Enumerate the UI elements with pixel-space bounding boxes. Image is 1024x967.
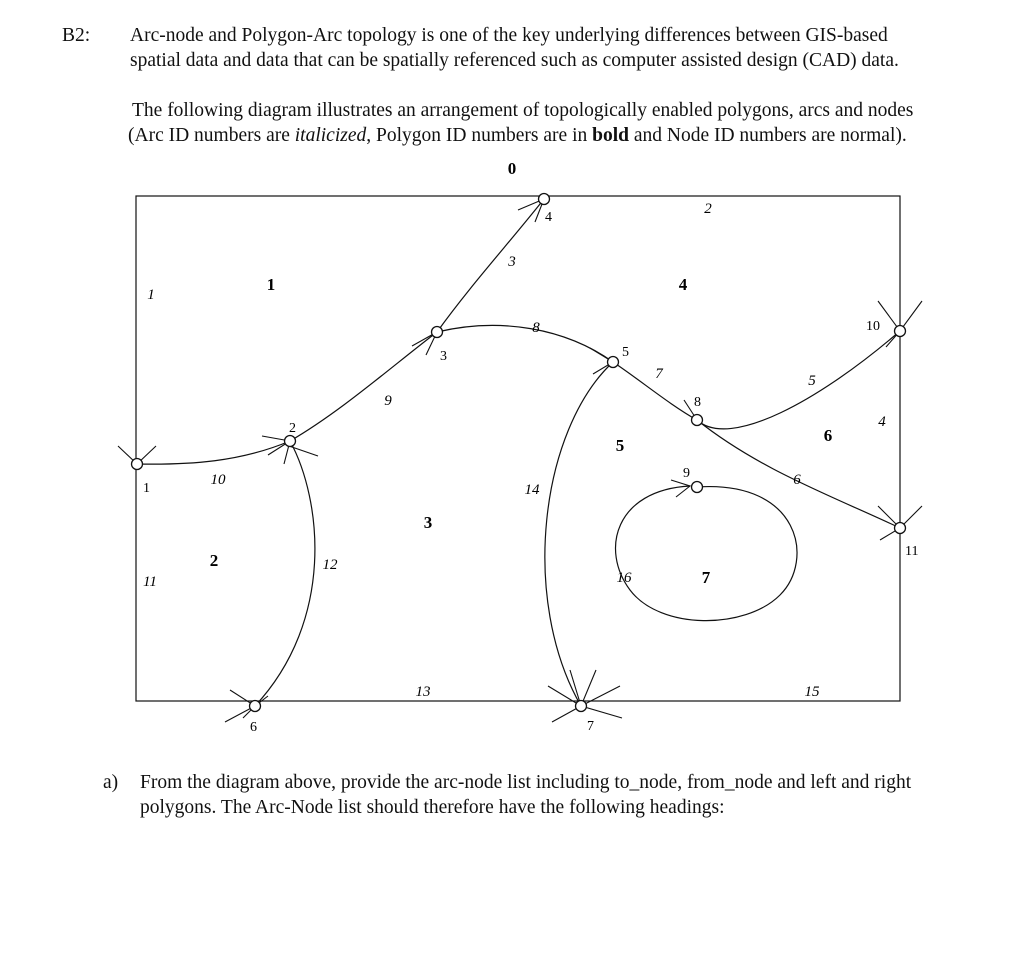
node-2-label: 2 [289, 421, 296, 436]
intro-line-1: Arc-node and Polygon-Arc topology is one of the key underlying differences between GIS-based [130, 25, 888, 46]
arc-12-label: 12 [322, 557, 338, 573]
arc-8 [437, 325, 613, 362]
part-a-line-2: polygons. The Arc-Node list should therefore have the following headings: [140, 797, 725, 818]
arc-9 [290, 332, 437, 441]
polygon-3-label: 3 [423, 513, 433, 532]
node-9-label: 9 [683, 466, 690, 481]
node-8 [692, 415, 703, 426]
polygon-5-label: 5 [615, 436, 625, 455]
part-a-label: a) [103, 772, 119, 793]
polygon-6-label: 6 [823, 426, 833, 445]
node-9 [692, 482, 703, 493]
node-10-label: 10 [866, 319, 880, 334]
arc-5-label: 5 [808, 373, 816, 389]
node-5-label: 5 [622, 345, 629, 360]
arc-12 [255, 441, 315, 706]
node-1 [132, 459, 143, 470]
arc-13-label: 13 [415, 684, 431, 700]
node-8-label: 8 [694, 395, 701, 410]
arc-6-label: 6 [793, 472, 801, 488]
polygon-4-label: 4 [678, 275, 688, 294]
bold-word: bold [592, 125, 629, 146]
arc-14 [545, 362, 613, 706]
arc-3-label: 3 [508, 254, 516, 270]
description-text: , Polygon ID numbers are in [366, 125, 593, 146]
question-label: B2: [62, 25, 91, 46]
arc-1-label: 1 [147, 287, 155, 303]
node-4-label: 4 [545, 210, 552, 225]
part-a-line-1: From the diagram above, provide the arc-node list including to_node, from_node and left and right [140, 772, 912, 793]
arc-5 [697, 331, 900, 429]
arc-8-label: 8 [532, 320, 540, 336]
arc-3 [437, 199, 544, 332]
polygon-0-label: 0 [507, 159, 517, 178]
topology-diagram [0, 150, 1024, 750]
node-4 [539, 194, 550, 205]
arc-9-label: 9 [384, 393, 392, 409]
arc-16-label: 16 [616, 570, 632, 586]
node-3-label: 3 [440, 349, 447, 364]
node-1-label: 1 [143, 481, 150, 496]
node-6-label: 6 [250, 720, 257, 735]
polygon-1-label: 1 [266, 275, 276, 294]
arc-11-label: 11 [143, 574, 157, 590]
intro-line-2: spatial data and data that can be spatially referenced such as computer assisted design (CAD) data. [130, 50, 899, 71]
arrowheads [118, 199, 922, 722]
node-7 [576, 701, 587, 712]
node-6 [250, 701, 261, 712]
node-11-label: 11 [905, 544, 919, 559]
arc-14-label: 14 [524, 482, 540, 498]
description-line-2 [128, 123, 907, 148]
map-boundary [136, 196, 900, 701]
arc-10 [137, 441, 290, 464]
node-5 [608, 357, 619, 368]
arc-7-label: 7 [655, 366, 663, 382]
arc-10-label: 10 [210, 472, 226, 488]
description-text: (Arc ID numbers are [128, 125, 295, 146]
polygon-2-label: 2 [209, 551, 219, 570]
arc-4-label: 4 [878, 414, 886, 430]
italic-word: italicized [294, 125, 367, 146]
description-line-1: The following diagram illustrates an arrangement of topologically enabled polygons, arcs and nodes [132, 100, 914, 121]
node-3 [432, 327, 443, 338]
polygon-7-label: 7 [701, 568, 711, 587]
arc-2-label: 2 [704, 201, 712, 217]
node-10 [895, 326, 906, 337]
arc-16 [616, 486, 797, 621]
node-11 [895, 523, 906, 534]
node-7-label: 7 [587, 719, 594, 734]
node-2 [285, 436, 296, 447]
description-text: and Node ID numbers are normal). [628, 125, 907, 146]
arc-15-label: 15 [804, 684, 820, 700]
